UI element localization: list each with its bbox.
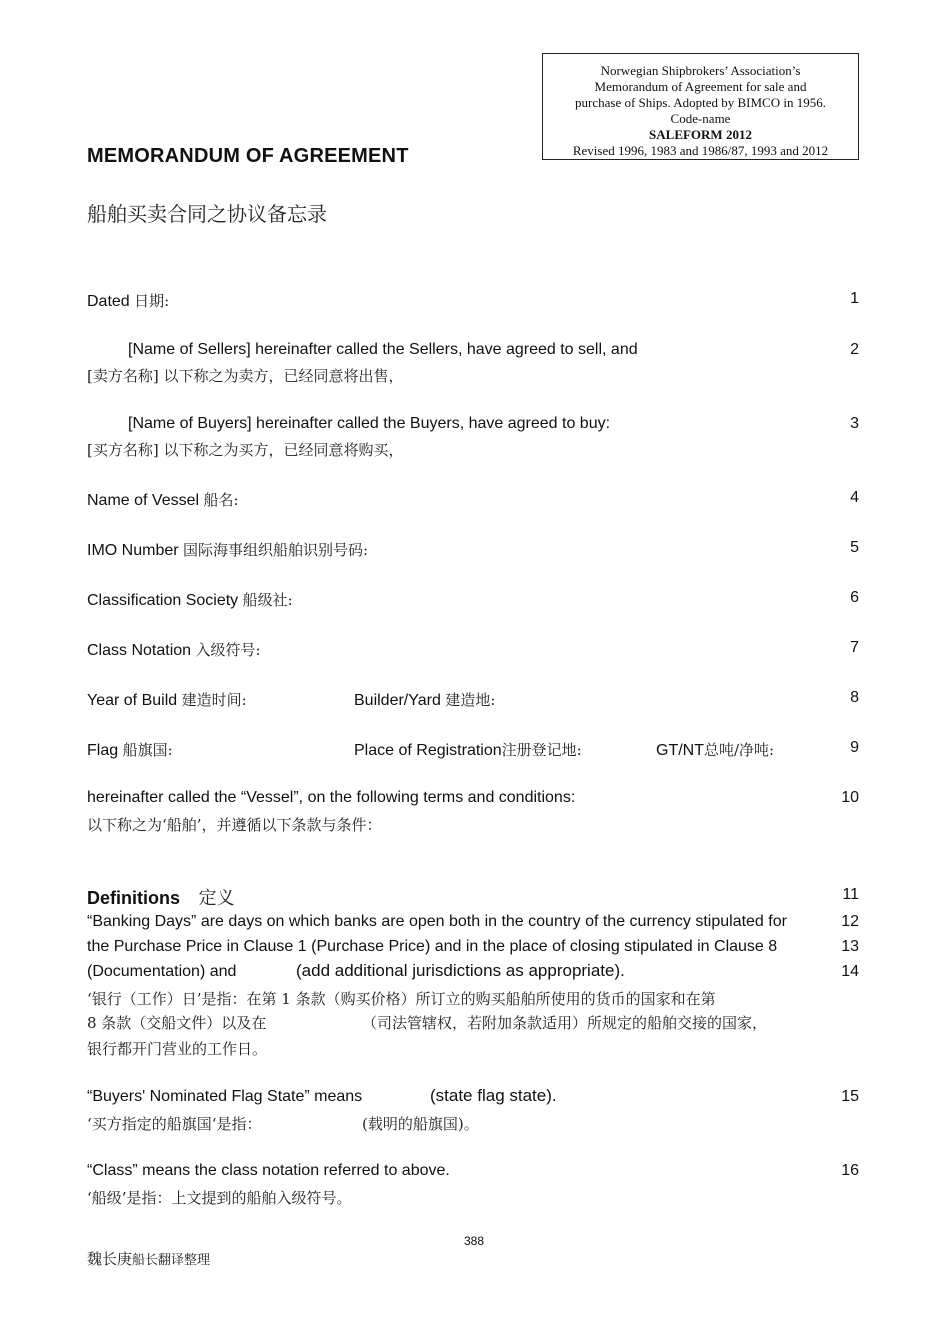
buyers-clause-cn: [买方名称] 以下称之为买方，已经同意将购买， [87,441,404,459]
banking-days-cn-line: ‘银行（工作）日’是指：在第 1 条款（购买价格）所订立的购买船舶所使用的货币的国家和在第 [87,990,716,1008]
vessel-name-label: Name of Vessel [87,492,200,509]
builder-field [354,689,495,710]
line-number: 1 [850,290,859,307]
year-build-label: Year of Build [87,692,178,709]
class-society-label-cn: 船级社: [242,591,293,609]
line-number: 10 [841,789,859,806]
line-number: 12 [841,913,859,930]
flag-state-def-cn: ‘买方指定的船旗国‘是指： [87,1115,262,1133]
class-notation-label: Class Notation [87,642,192,659]
page-number: 388 [464,1234,485,1248]
dated-field [87,290,169,311]
definitions-heading [87,884,234,910]
gtnt-field [656,739,774,760]
line-number: 11 [842,886,859,903]
banking-days-line: (Documentation) and [87,963,237,980]
form-info-box [542,53,859,160]
definitions-title-cn: 定义 [198,888,235,909]
jurisdictions-placeholder: (add additional jurisdictions as appropriate [296,961,615,980]
document-subtitle: 船舶买卖合同之协议备忘录 [87,202,327,226]
line-number: 9 [850,739,859,756]
registration-label: Place of Registration [354,742,502,759]
banking-days-line: the Purchase Price in Clause 1 (Purchase Price) and in the place of closing stipulated in Clause 8 [87,938,778,955]
year-build-label-cn: 建造时间: [181,691,247,709]
imo-label-cn: 国际海事组织船舶识别号码: [183,541,369,559]
document-title: MEMORANDUM OF AGREEMENT [87,145,409,167]
line-number: 8 [850,689,859,706]
banking-days-cn-line: 银行都开门营业的工作日。 [87,1040,268,1058]
info-line: purchase of Ships. Adopted by BIMCO in 1956. [575,95,826,110]
flag-state-insert [430,1086,557,1106]
translator-credit [87,1248,210,1269]
line-number: 2 [850,341,859,358]
line-number: 6 [850,589,859,606]
translator-name: 魏长庚 [87,1250,133,1268]
builder-label-cn: 建造地: [445,691,496,709]
info-line: Revised 1996, 1983 and 1986/87, 1993 and 2012 [572,143,829,158]
line-number: 13 [841,938,859,955]
gtnt-label: GT/NT [656,742,704,759]
registration-field [354,739,582,760]
flag-state-def: “Buyers' Nominated Flag State” means [87,1088,363,1105]
vessel-name-label-cn: 船名: [203,491,239,509]
info-line: Norwegian Shipbrokers’ Association’s [600,63,801,78]
hereinafter-clause: hereinafter called the “Vessel”, on the following terms and conditions: [87,789,576,806]
sellers-clause: [Name of Sellers] hereinafter called the Sellers, have agreed to sell, and [128,341,638,358]
class-notation-label-cn: 入级符号: [195,641,261,659]
sellers-clause-cn: [卖方名称] 以下称之为卖方，已经同意将出售， [87,367,404,385]
flag-state-def-cn-insert: (载明的船旗国)。 [362,1115,479,1133]
imo-field [87,539,368,560]
info-line: Memorandum of Agreement for sale and [594,79,807,94]
banking-days-cn-line: （司法管辖权，若附加条款适用）所规定的船舶交接的国家， [362,1014,768,1032]
flag-label: Flag [87,742,119,759]
line-number: 4 [850,489,859,506]
flag-field [87,739,173,760]
banking-days-cn-line: 8 条款（交船文件）以及在 [87,1014,267,1032]
imo-label: IMO Number [87,542,179,559]
line-number: 5 [850,539,859,556]
class-society-label: Classification Society [87,592,239,609]
gtnt-label-cn: 总吨/净吨: [704,741,775,759]
banking-days-line: “Banking Days” are days on which banks are open both in the country of the currency stipulated for [87,913,787,930]
registration-label-cn: 注册登记地: [501,741,582,759]
line-number: 14 [841,963,859,980]
class-notation-field [87,639,261,660]
class-society-field [87,589,293,610]
translator-note: 船长翻译整理 [132,1253,211,1268]
flag-label-cn: 船旗国: [122,741,173,759]
line-number: 15 [841,1088,859,1105]
hereinafter-clause-cn: 以下称之为‘船舶’，并遵循以下条款与条件： [87,816,382,834]
builder-label: Builder/Yard [354,692,441,709]
banking-days-insert [296,961,625,981]
line-number: 7 [850,639,859,656]
flag-state-placeholder: (state flag state [430,1086,547,1105]
code-name: SALEFORM 2012 [649,127,752,142]
buyers-clause: [Name of Buyers] hereinafter called the Buyers, have agreed to buy: [128,415,611,432]
class-def: “Class” means the class notation referred to above. [87,1162,450,1179]
line-number: 16 [841,1162,859,1179]
year-build-field [87,689,247,710]
definitions-title: Definitions [87,888,180,908]
closing-punctuation: ). [614,961,625,980]
closing-punctuation: ). [546,1086,557,1105]
info-line: Code-name [670,111,731,126]
line-number: 3 [850,415,859,432]
dated-label: Dated [87,293,130,310]
dated-label-cn: 日期: [134,292,170,310]
class-def-cn: ‘船级’是指：上文提到的船舶入级符号。 [87,1189,352,1207]
vessel-name-field [87,489,239,510]
